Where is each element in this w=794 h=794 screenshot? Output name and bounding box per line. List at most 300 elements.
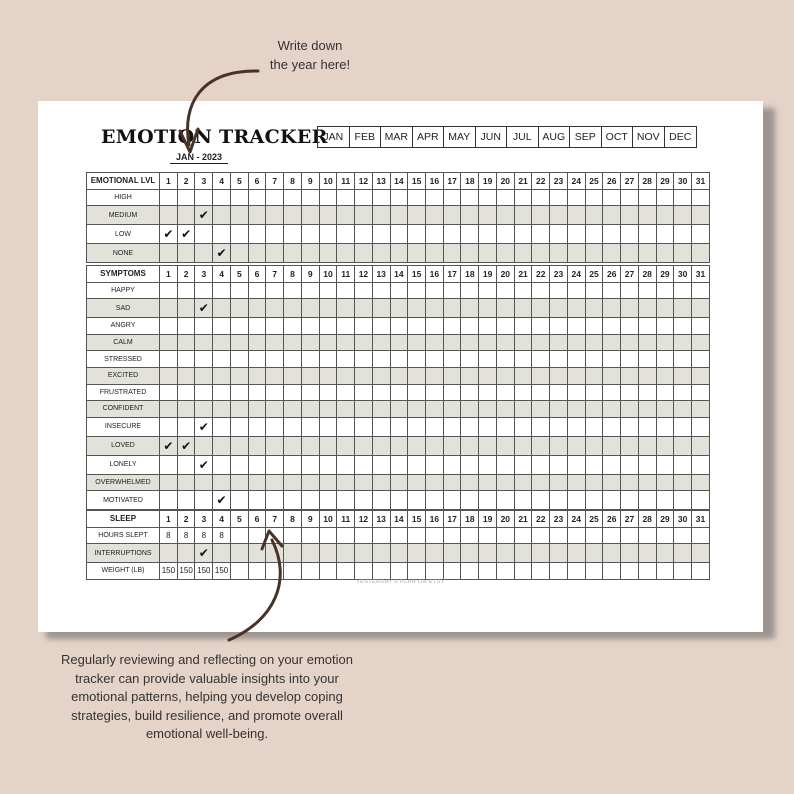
day-cell[interactable] (319, 189, 337, 206)
day-cell[interactable] (496, 225, 514, 244)
day-cell[interactable] (674, 436, 692, 455)
day-cell[interactable] (532, 318, 550, 335)
day-cell[interactable] (443, 401, 461, 418)
day-cell[interactable] (355, 244, 373, 263)
day-value[interactable]: 8 (177, 527, 195, 544)
day-cell[interactable] (284, 491, 302, 510)
day-cell[interactable] (177, 417, 195, 436)
day-cell[interactable] (408, 189, 426, 206)
day-cell[interactable] (230, 299, 248, 318)
day-cell[interactable] (638, 436, 656, 455)
day-cell[interactable] (195, 384, 213, 401)
day-cell[interactable] (177, 544, 195, 563)
day-cell[interactable] (408, 474, 426, 491)
day-cell[interactable] (426, 225, 444, 244)
day-cell[interactable] (337, 455, 355, 474)
day-cell[interactable] (213, 474, 231, 491)
day-cell[interactable] (550, 384, 568, 401)
day-cell[interactable] (408, 491, 426, 510)
day-cell[interactable] (496, 351, 514, 368)
day-cell[interactable] (390, 318, 408, 335)
day-cell[interactable] (603, 527, 621, 544)
day-cell[interactable] (284, 225, 302, 244)
day-cell[interactable] (621, 282, 639, 299)
day-cell[interactable] (461, 244, 479, 263)
day-cell[interactable] (550, 351, 568, 368)
day-cell[interactable] (656, 206, 674, 225)
day-cell[interactable] (337, 351, 355, 368)
day-cell[interactable] (355, 367, 373, 384)
day-cell[interactable] (567, 282, 585, 299)
day-cell[interactable] (230, 491, 248, 510)
day-cell[interactable] (550, 455, 568, 474)
day-cell[interactable] (284, 189, 302, 206)
day-cell[interactable] (585, 563, 603, 580)
day-cell[interactable] (585, 401, 603, 418)
day-cell[interactable] (337, 189, 355, 206)
day-cell[interactable] (248, 282, 266, 299)
day-cell[interactable] (426, 351, 444, 368)
month-mar[interactable]: MAR (381, 127, 413, 147)
day-cell[interactable] (426, 384, 444, 401)
day-cell[interactable] (603, 544, 621, 563)
day-cell[interactable] (355, 299, 373, 318)
day-cell[interactable] (337, 318, 355, 335)
day-cell[interactable] (514, 417, 532, 436)
day-cell[interactable] (160, 455, 178, 474)
day-cell[interactable] (674, 563, 692, 580)
day-cell[interactable] (692, 206, 710, 225)
day-cell[interactable] (443, 417, 461, 436)
day-cell[interactable] (408, 544, 426, 563)
day-cell[interactable] (266, 282, 284, 299)
day-cell[interactable] (177, 318, 195, 335)
day-cell[interactable] (692, 299, 710, 318)
day-cell[interactable] (550, 282, 568, 299)
day-cell[interactable] (585, 299, 603, 318)
day-cell[interactable] (390, 244, 408, 263)
day-cell[interactable] (319, 282, 337, 299)
day-cell[interactable] (532, 351, 550, 368)
day-cell[interactable] (248, 351, 266, 368)
day-cell[interactable] (550, 206, 568, 225)
day-cell[interactable] (284, 544, 302, 563)
day-cell[interactable] (372, 334, 390, 351)
day-cell[interactable] (319, 334, 337, 351)
day-cell[interactable] (230, 351, 248, 368)
day-cell[interactable] (603, 563, 621, 580)
day-cell[interactable] (603, 244, 621, 263)
day-cell[interactable] (443, 474, 461, 491)
day-cell[interactable] (638, 367, 656, 384)
day-cell[interactable] (496, 189, 514, 206)
day-cell[interactable] (426, 189, 444, 206)
day-cell[interactable] (390, 455, 408, 474)
day-cell[interactable] (674, 544, 692, 563)
day-cell[interactable] (603, 282, 621, 299)
day-cell[interactable] (496, 474, 514, 491)
day-cell[interactable] (692, 189, 710, 206)
day-cell[interactable] (301, 299, 319, 318)
day-cell[interactable] (177, 189, 195, 206)
day-cell[interactable] (496, 367, 514, 384)
day-cell[interactable] (514, 474, 532, 491)
day-cell[interactable] (319, 367, 337, 384)
day-cell[interactable] (585, 417, 603, 436)
day-cell[interactable] (284, 244, 302, 263)
day-cell[interactable] (213, 225, 231, 244)
month-jul[interactable]: JUL (507, 127, 539, 147)
month-feb[interactable]: FEB (350, 127, 382, 147)
day-cell[interactable] (638, 455, 656, 474)
day-cell[interactable] (514, 544, 532, 563)
day-cell[interactable] (301, 367, 319, 384)
day-cell[interactable] (532, 189, 550, 206)
day-cell[interactable] (692, 474, 710, 491)
day-cell[interactable] (390, 282, 408, 299)
month-jan[interactable]: JAN (318, 127, 350, 147)
day-cell[interactable] (603, 491, 621, 510)
day-cell[interactable] (426, 436, 444, 455)
day-cell[interactable] (567, 384, 585, 401)
day-cell[interactable] (230, 455, 248, 474)
day-cell[interactable] (656, 318, 674, 335)
day-cell[interactable] (692, 436, 710, 455)
day-cell[interactable] (567, 299, 585, 318)
day-cell[interactable] (177, 351, 195, 368)
day-cell[interactable] (266, 455, 284, 474)
day-cell[interactable] (390, 206, 408, 225)
day-cell[interactable] (638, 189, 656, 206)
day-cell[interactable] (674, 282, 692, 299)
day-cell[interactable] (621, 436, 639, 455)
day-cell[interactable] (496, 527, 514, 544)
day-cell[interactable] (461, 367, 479, 384)
day-cell[interactable] (443, 334, 461, 351)
day-cell[interactable] (355, 282, 373, 299)
day-cell[interactable] (479, 384, 497, 401)
day-value[interactable]: 8 (213, 527, 231, 544)
day-cell[interactable] (408, 282, 426, 299)
day-cell[interactable] (461, 491, 479, 510)
day-cell[interactable] (230, 474, 248, 491)
day-cell[interactable] (213, 384, 231, 401)
day-cell[interactable] (479, 334, 497, 351)
day-cell[interactable] (230, 206, 248, 225)
day-cell[interactable] (621, 206, 639, 225)
day-cell[interactable] (426, 367, 444, 384)
day-cell[interactable] (638, 527, 656, 544)
day-cell[interactable] (656, 351, 674, 368)
day-cell[interactable] (248, 206, 266, 225)
day-cell[interactable] (656, 417, 674, 436)
day-cell[interactable] (461, 417, 479, 436)
day-cell[interactable] (479, 351, 497, 368)
day-cell[interactable] (266, 299, 284, 318)
day-cell[interactable] (355, 351, 373, 368)
month-year-field[interactable] (170, 152, 228, 164)
day-cell[interactable] (337, 225, 355, 244)
day-cell[interactable] (230, 384, 248, 401)
day-cell[interactable] (532, 282, 550, 299)
day-cell[interactable] (372, 244, 390, 263)
day-cell[interactable] (514, 206, 532, 225)
day-cell[interactable] (461, 351, 479, 368)
month-sep[interactable]: SEP (570, 127, 602, 147)
day-cell[interactable] (355, 544, 373, 563)
day-cell[interactable] (567, 436, 585, 455)
day-cell[interactable] (284, 417, 302, 436)
day-cell[interactable] (567, 455, 585, 474)
day-cell[interactable] (638, 225, 656, 244)
day-cell[interactable] (621, 225, 639, 244)
day-cell[interactable] (408, 244, 426, 263)
day-cell[interactable] (213, 244, 231, 263)
day-cell[interactable] (177, 455, 195, 474)
day-cell[interactable] (585, 189, 603, 206)
day-cell[interactable] (408, 563, 426, 580)
day-cell[interactable] (284, 563, 302, 580)
day-cell[interactable] (461, 282, 479, 299)
day-cell[interactable] (479, 318, 497, 335)
day-cell[interactable] (461, 318, 479, 335)
day-cell[interactable] (426, 318, 444, 335)
day-cell[interactable] (603, 351, 621, 368)
day-cell[interactable] (301, 417, 319, 436)
day-cell[interactable] (603, 189, 621, 206)
day-cell[interactable] (372, 401, 390, 418)
day-cell[interactable] (603, 436, 621, 455)
day-cell[interactable] (248, 544, 266, 563)
day-cell[interactable] (496, 563, 514, 580)
day-cell[interactable] (284, 282, 302, 299)
day-cell[interactable] (674, 189, 692, 206)
day-cell[interactable] (656, 527, 674, 544)
day-cell[interactable] (674, 367, 692, 384)
day-cell[interactable] (195, 491, 213, 510)
day-cell[interactable] (230, 334, 248, 351)
day-cell[interactable] (621, 491, 639, 510)
day-cell[interactable] (603, 417, 621, 436)
day-cell[interactable] (195, 244, 213, 263)
day-cell[interactable] (426, 417, 444, 436)
day-cell[interactable] (284, 367, 302, 384)
day-cell[interactable] (390, 351, 408, 368)
day-cell[interactable] (532, 225, 550, 244)
day-cell[interactable] (532, 244, 550, 263)
day-cell[interactable] (319, 527, 337, 544)
day-cell[interactable] (160, 299, 178, 318)
day-cell[interactable] (674, 351, 692, 368)
day-cell[interactable] (213, 491, 231, 510)
day-cell[interactable] (585, 474, 603, 491)
day-cell[interactable] (532, 455, 550, 474)
day-cell[interactable] (213, 367, 231, 384)
day-cell[interactable] (479, 491, 497, 510)
day-cell[interactable] (532, 527, 550, 544)
day-cell[interactable] (638, 351, 656, 368)
day-cell[interactable] (514, 282, 532, 299)
day-cell[interactable] (461, 401, 479, 418)
day-cell[interactable] (337, 384, 355, 401)
day-cell[interactable] (479, 544, 497, 563)
day-cell[interactable] (496, 282, 514, 299)
day-cell[interactable] (443, 225, 461, 244)
day-cell[interactable] (567, 206, 585, 225)
day-cell[interactable] (160, 225, 178, 244)
day-cell[interactable] (585, 244, 603, 263)
day-cell[interactable] (479, 455, 497, 474)
day-cell[interactable] (532, 401, 550, 418)
day-cell[interactable] (213, 282, 231, 299)
day-cell[interactable] (266, 351, 284, 368)
day-cell[interactable] (408, 401, 426, 418)
day-cell[interactable] (496, 455, 514, 474)
day-cell[interactable] (585, 318, 603, 335)
day-cell[interactable] (461, 189, 479, 206)
day-cell[interactable] (674, 527, 692, 544)
day-cell[interactable] (319, 351, 337, 368)
day-cell[interactable] (390, 544, 408, 563)
day-cell[interactable] (319, 436, 337, 455)
day-cell[interactable] (656, 189, 674, 206)
day-cell[interactable] (443, 206, 461, 225)
day-cell[interactable] (567, 189, 585, 206)
day-cell[interactable] (337, 563, 355, 580)
month-aug[interactable]: AUG (539, 127, 571, 147)
day-cell[interactable] (337, 334, 355, 351)
day-cell[interactable] (390, 384, 408, 401)
day-cell[interactable] (567, 417, 585, 436)
day-cell[interactable] (301, 527, 319, 544)
day-cell[interactable] (550, 367, 568, 384)
day-cell[interactable] (692, 491, 710, 510)
day-cell[interactable] (319, 384, 337, 401)
day-cell[interactable] (160, 544, 178, 563)
day-cell[interactable] (443, 244, 461, 263)
day-value[interactable]: 8 (195, 527, 213, 544)
day-cell[interactable] (266, 544, 284, 563)
day-cell[interactable] (638, 244, 656, 263)
day-cell[interactable] (266, 474, 284, 491)
day-cell[interactable] (301, 563, 319, 580)
day-cell[interactable] (461, 334, 479, 351)
day-cell[interactable] (160, 474, 178, 491)
day-cell[interactable] (496, 544, 514, 563)
day-cell[interactable] (621, 474, 639, 491)
day-cell[interactable] (567, 491, 585, 510)
day-cell[interactable] (638, 206, 656, 225)
day-cell[interactable] (585, 206, 603, 225)
day-cell[interactable] (355, 455, 373, 474)
day-cell[interactable] (656, 244, 674, 263)
day-cell[interactable] (160, 384, 178, 401)
day-cell[interactable] (426, 282, 444, 299)
day-cell[interactable] (514, 491, 532, 510)
day-cell[interactable] (638, 334, 656, 351)
day-cell[interactable] (674, 491, 692, 510)
day-cell[interactable] (603, 318, 621, 335)
day-cell[interactable] (301, 189, 319, 206)
day-cell[interactable] (390, 189, 408, 206)
day-cell[interactable] (248, 491, 266, 510)
day-cell[interactable] (177, 206, 195, 225)
day-cell[interactable] (248, 367, 266, 384)
day-cell[interactable] (532, 417, 550, 436)
day-cell[interactable] (621, 455, 639, 474)
day-cell[interactable] (230, 527, 248, 544)
day-cell[interactable] (692, 527, 710, 544)
day-cell[interactable] (692, 282, 710, 299)
day-cell[interactable] (301, 206, 319, 225)
day-cell[interactable] (567, 244, 585, 263)
day-cell[interactable] (426, 491, 444, 510)
day-cell[interactable] (355, 334, 373, 351)
day-cell[interactable] (337, 282, 355, 299)
day-cell[interactable] (496, 417, 514, 436)
day-cell[interactable] (656, 367, 674, 384)
day-cell[interactable] (230, 544, 248, 563)
day-cell[interactable] (266, 527, 284, 544)
day-cell[interactable] (496, 318, 514, 335)
day-cell[interactable] (461, 455, 479, 474)
day-cell[interactable] (550, 527, 568, 544)
day-cell[interactable] (426, 474, 444, 491)
day-cell[interactable] (408, 334, 426, 351)
day-cell[interactable] (284, 206, 302, 225)
day-cell[interactable] (372, 417, 390, 436)
day-cell[interactable] (372, 318, 390, 335)
day-cell[interactable] (585, 436, 603, 455)
day-cell[interactable] (656, 225, 674, 244)
day-cell[interactable] (479, 367, 497, 384)
day-cell[interactable] (674, 299, 692, 318)
day-cell[interactable] (479, 436, 497, 455)
day-cell[interactable] (426, 401, 444, 418)
day-cell[interactable] (408, 455, 426, 474)
day-cell[interactable] (532, 563, 550, 580)
day-cell[interactable] (514, 436, 532, 455)
day-cell[interactable] (585, 282, 603, 299)
day-cell[interactable] (656, 563, 674, 580)
day-cell[interactable] (195, 436, 213, 455)
day-cell[interactable] (266, 401, 284, 418)
day-cell[interactable] (248, 436, 266, 455)
day-cell[interactable] (266, 367, 284, 384)
day-cell[interactable] (550, 474, 568, 491)
day-cell[interactable] (692, 455, 710, 474)
day-cell[interactable] (355, 563, 373, 580)
day-cell[interactable] (603, 384, 621, 401)
day-cell[interactable] (230, 417, 248, 436)
day-cell[interactable] (266, 384, 284, 401)
day-cell[interactable] (603, 206, 621, 225)
day-cell[interactable] (550, 334, 568, 351)
day-cell[interactable] (443, 436, 461, 455)
day-cell[interactable] (195, 455, 213, 474)
day-cell[interactable] (160, 436, 178, 455)
day-cell[interactable] (160, 351, 178, 368)
day-cell[interactable] (621, 401, 639, 418)
day-cell[interactable] (301, 318, 319, 335)
day-cell[interactable] (213, 334, 231, 351)
day-cell[interactable] (177, 401, 195, 418)
day-cell[interactable] (638, 417, 656, 436)
day-cell[interactable] (408, 436, 426, 455)
day-cell[interactable] (692, 225, 710, 244)
day-cell[interactable] (319, 244, 337, 263)
day-cell[interactable] (301, 351, 319, 368)
